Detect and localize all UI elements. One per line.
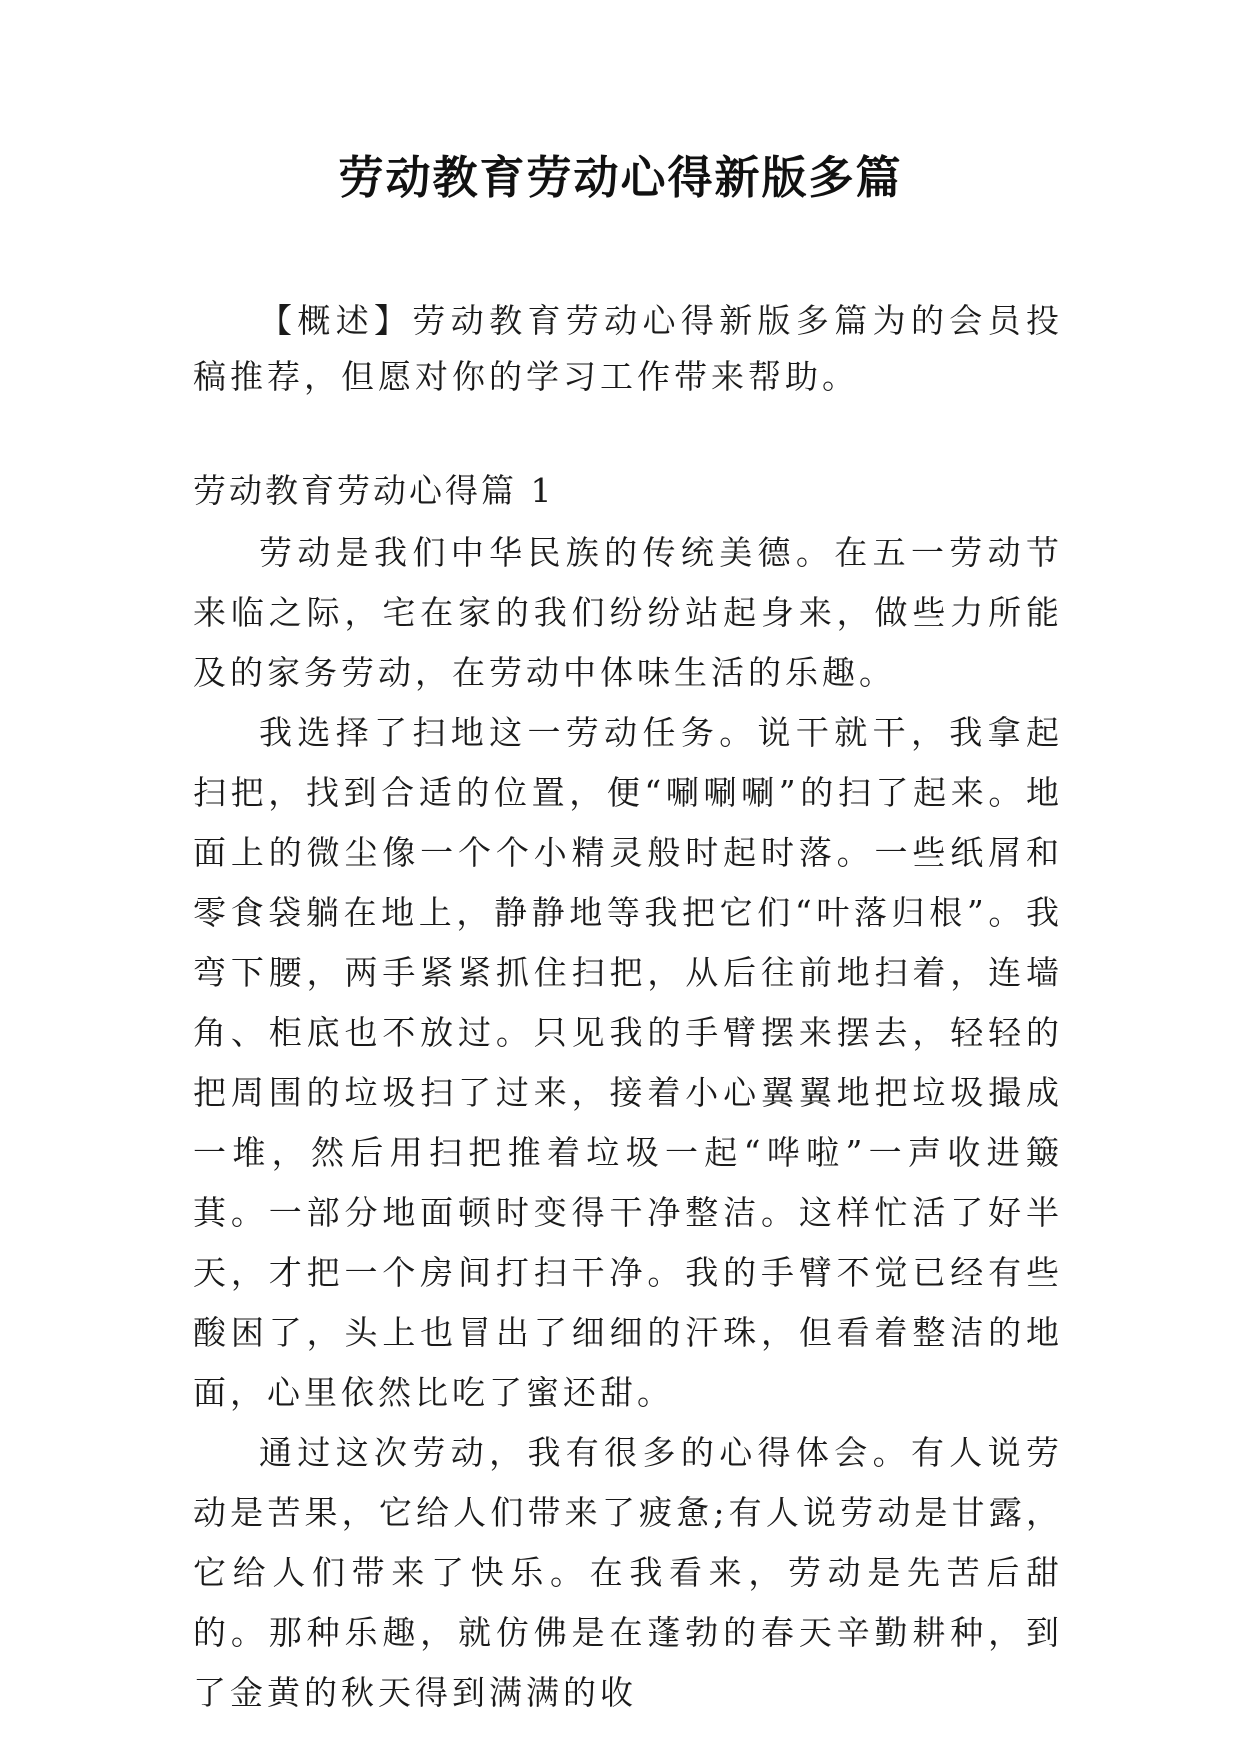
summary-paragraph: 【概述】劳动教育劳动心得新版多篇为的会员投稿推荐，但愿对你的学习工作带来帮助。	[193, 301, 1063, 396]
summary-block	[193, 293, 1063, 405]
body-paragraph: 通过这次劳动，我有很多的心得体会。有人说劳动是苦果，它给人们带来了疲惫;有人说劳动是甘露，它给人们带来了快乐。在我看来，劳动是先苦后甜的。那种乐趣，就仿佛是在蓬勃的春天辛勤耕种，到了金黄的秋天得到满满的收	[193, 1433, 1063, 1712]
body-paragraph: 我选择了扫地这一劳动任务。说干就干，我拿起扫把，找到合适的位置，便“唰唰唰”的扫了起来。地面上的微尘像一个个小精灵般时起时落。一些纸屑和零食袋躺在地上，静静地等我把它们“叶落归根”。我弯下腰，两手紧紧抓住扫把，从后往前地扫着，连墙角、柜底也不放过。只见我的手臂摆来摆去，轻轻的把周围的垃圾扫了过来，接着小心翼翼地把垃圾撮成一堆，然后用扫把推着垃圾一起“哗啦”一声收进簸萁。一部分地面顿时变得干净整洁。这样忙活了好半天，才把一个房间打扫干净。我的手臂不觉已经有些酸困了，头上也冒出了细细的汗珠，但看着整洁的地面，心里依然比吃了蜜还甜。	[193, 713, 1063, 1412]
body-paragraph: 劳动是我们中华民族的传统美德。在五一劳动节来临之际，宅在家的我们纷纷站起身来，做些力所能及的家务劳动，在劳动中体味生活的乐趣。	[193, 533, 1063, 692]
section-heading: 劳动教育劳动心得篇 1	[193, 471, 555, 510]
document-title: 劳动教育劳动心得新版多篇	[338, 151, 903, 204]
section-body	[193, 523, 1063, 1723]
